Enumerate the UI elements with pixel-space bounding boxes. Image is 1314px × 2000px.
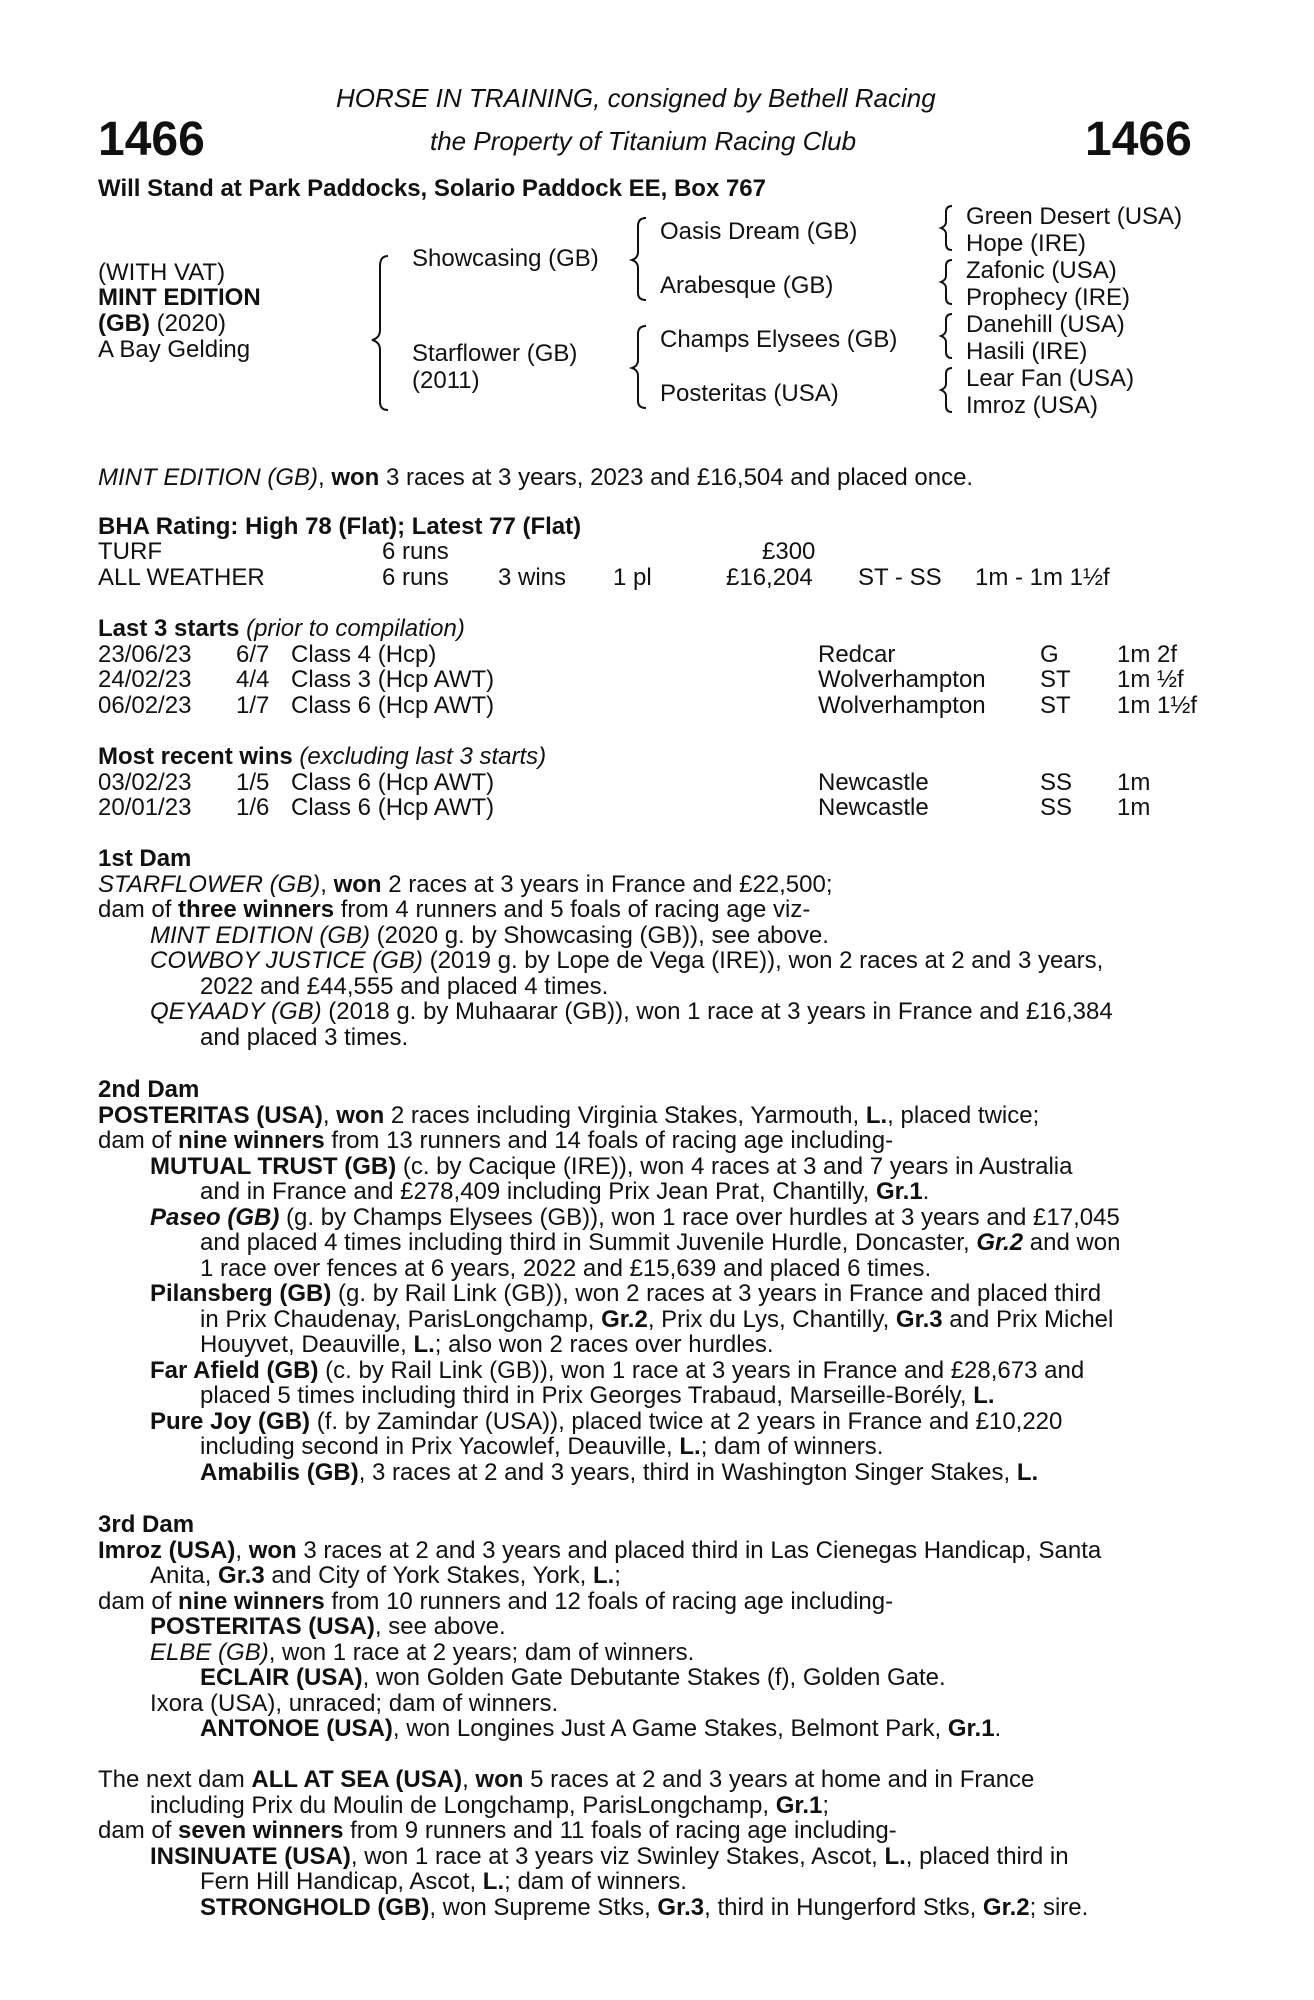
lot-number-left: 1466: [98, 113, 205, 166]
text: placed 5 times including third in Prix Georges Trabaud, Marseille-Borély,: [200, 1382, 974, 1409]
text: (f. by Zamindar (USA)), placed twice at 2 years in France and £10,220: [310, 1407, 1063, 1435]
winners-count: nine winners: [178, 1587, 325, 1615]
text: (c. by Rail Link (GB)), won 1 race at 3 years in France and £28,673 and: [318, 1356, 1085, 1384]
produce-name: COWBOY JUSTICE (GB): [150, 947, 423, 974]
produce-name: MUTUAL TRUST (GB): [150, 1152, 397, 1180]
third-dam-section: [98, 1512, 1203, 1742]
third-dam-line: [98, 1589, 1203, 1615]
next-dam-line: [98, 1793, 1203, 1819]
race-grade: L.: [592, 1562, 615, 1589]
text: ; dam of winners.: [700, 1433, 884, 1460]
race-grade: Gr.2: [601, 1305, 648, 1333]
race-grade: L.: [884, 1842, 906, 1870]
rating-surface: ALL WEATHER: [98, 564, 265, 591]
text: , placed third in: [905, 1842, 1069, 1870]
second-dam-line: [98, 1230, 1203, 1256]
text: 2 races at 3 years in France and £22,500;: [381, 870, 833, 898]
first-dam-line: [98, 872, 1203, 898]
win-going: SS: [1040, 794, 1073, 821]
text: , see above.: [374, 1613, 506, 1640]
rating-runs: 6 runs: [382, 564, 449, 591]
race-grade: Gr.1: [775, 1791, 823, 1819]
rating-heading: BHA Rating: High 78 (Flat); Latest 77 (Flat): [98, 513, 582, 540]
pedigree-gs2: Arabesque (GB): [660, 272, 834, 299]
pedigree-ggs6: Hasili (IRE): [966, 338, 1088, 365]
race-grade: Gr.1: [947, 1715, 995, 1742]
first-dam-line: [98, 923, 1203, 949]
pedigree-ggs4: Prophecy (IRE): [966, 284, 1131, 311]
dam-name: Imroz (USA): [98, 1536, 236, 1564]
location-line: Will Stand at Park Paddocks, Solario Paddock EE, Box 767: [98, 175, 767, 202]
race-grade: L.: [413, 1331, 435, 1358]
produce-name: Paseo (GB): [150, 1203, 280, 1231]
text: , third in Hungerford Stks,: [704, 1893, 983, 1921]
produce-name: POSTERITAS (USA): [150, 1613, 375, 1640]
produce-name: QEYAADY (GB): [150, 998, 322, 1025]
text: Houyvet, Deauville,: [200, 1331, 414, 1358]
start-pos: 1/7: [236, 692, 270, 719]
pedigree-ggs3: Zafonic (USA): [966, 257, 1117, 284]
won-label: won: [248, 1536, 297, 1564]
second-dam-line: [98, 1307, 1203, 1333]
start-dist: 1m 2f: [1117, 641, 1178, 668]
produce-name: Far Afield (GB): [150, 1356, 319, 1384]
race-grade: Gr.3: [218, 1562, 265, 1589]
text: 5 races at 2 and 3 years at home and in France: [523, 1766, 1035, 1793]
win-class: Class 6 (Hcp AWT): [291, 769, 495, 796]
first-dam-line: [98, 999, 1203, 1025]
text: dam of: [98, 1587, 179, 1615]
start-class: Class 6 (Hcp AWT): [291, 692, 495, 719]
text: , 3 races at 2 and 3 years, third in Washington Singer Stakes,: [358, 1458, 1017, 1486]
text: ;: [614, 1562, 621, 1589]
pedigree-gs3: Champs Elysees (GB): [660, 326, 898, 353]
third-dam-line: [98, 1716, 1203, 1742]
rating-dist: 1m - 1m 1½f: [975, 564, 1110, 591]
produce-name: ANTONOE (USA): [200, 1715, 393, 1742]
race-grade: L.: [973, 1382, 995, 1409]
summary-text: 3 races at 3 years, 2023 and £16,504 and placed once.: [379, 464, 974, 491]
second-dam-line: [98, 1205, 1203, 1231]
horse-year: (2020): [149, 310, 227, 337]
first-dam-line: [98, 1025, 1203, 1051]
second-dam-line: [98, 1383, 1203, 1409]
pedigree-ggs8: Imroz (USA): [966, 392, 1098, 419]
text: Fern Hill Handicap, Ascot,: [200, 1868, 483, 1895]
pedigree-dam-year: (2011): [412, 367, 480, 394]
start-class: Class 3 (Hcp AWT): [291, 666, 495, 693]
win-date: 20/01/23: [98, 794, 192, 821]
race-grade: Gr.3: [657, 1893, 705, 1921]
text: 2022 and £44,555 and placed 4 times.: [200, 972, 609, 1000]
winners-count: seven winners: [178, 1817, 344, 1844]
next-dam-line: [98, 1818, 1203, 1844]
pedigree-gs4: Posteritas (USA): [660, 380, 839, 407]
text: and won: [1023, 1229, 1121, 1256]
brace-g4: [941, 368, 952, 412]
second-dam-line: [98, 1179, 1203, 1205]
start-going: ST: [1040, 666, 1071, 693]
start-class: Class 4 (Hcp): [291, 641, 437, 668]
brace-g1: [941, 206, 952, 250]
next-dam-line: [98, 1895, 1203, 1921]
second-dam-line: [98, 1281, 1203, 1307]
start-date: 23/06/23: [98, 641, 192, 668]
text: 2 races including Virginia Stakes, Yarmouth,: [384, 1101, 866, 1129]
second-dam-line: [98, 1103, 1203, 1129]
third-dam-line: [98, 1563, 1203, 1589]
pedigree-ggs7: Lear Fan (USA): [966, 365, 1135, 392]
text: 3 races at 2 and 3 years and placed third in Las Cienegas Handicap, Santa: [296, 1536, 1102, 1564]
start-pos: 4/4: [236, 666, 270, 693]
pedigree-ggs5: Danehill (USA): [966, 311, 1125, 338]
lot-number-right: 1466: [1085, 113, 1192, 166]
race-grade: Gr.1: [875, 1178, 923, 1205]
first-dam-line: [98, 948, 1203, 974]
text: and City of York Stakes, York,: [264, 1562, 593, 1589]
second-dam-line: [98, 1358, 1203, 1384]
produce-name: ECLAIR (USA): [200, 1664, 363, 1691]
recent-heading-line: [98, 744, 546, 770]
second-dam-heading: 2nd Dam: [98, 1076, 200, 1103]
rating-prize: £16,204: [726, 564, 813, 591]
win-date: 03/02/23: [98, 769, 192, 796]
text: dam of: [98, 1817, 179, 1844]
third-dam-line: [98, 1691, 1203, 1717]
won-label: won: [475, 1766, 524, 1793]
text: (2019 g. by Lope de Vega (IRE)), won 2 races at 2 and 3 years,: [422, 947, 1104, 974]
text: (g. by Rail Link (GB)), won 2 races at 3 years in France and placed third: [331, 1280, 1102, 1307]
winners-count: nine winners: [178, 1127, 325, 1154]
pedigree-sire: Showcasing (GB): [412, 245, 599, 272]
text: ; dam of winners.: [504, 1868, 687, 1895]
text: .: [994, 1715, 1002, 1742]
text: dam of: [98, 1127, 179, 1154]
text: and placed 4 times including third in Summit Juvenile Hurdle, Doncaster,: [200, 1229, 977, 1256]
next-dam-line: [98, 1844, 1203, 1870]
rating-pl: 1 pl: [613, 564, 652, 591]
second-dam-line: [98, 1332, 1203, 1358]
win-pos: 1/6: [236, 794, 270, 821]
rating-runs: 6 runs: [382, 538, 449, 565]
second-dam-line: [98, 1154, 1203, 1180]
brace-main: [372, 256, 388, 410]
pedigree-ggs2: Hope (IRE): [966, 230, 1087, 257]
text: ; sire.: [1029, 1893, 1089, 1921]
brace-g2: [941, 260, 952, 304]
text: , won Longines Just A Game Stakes, Belmont Park,: [392, 1715, 948, 1742]
text: from 13 runners and 14 foals of racing age including-: [324, 1127, 894, 1154]
text: from 4 runners and 5 foals of racing age viz-: [334, 896, 811, 923]
third-dam-line: [98, 1640, 1203, 1666]
pedigree-gs1: Oasis Dream (GB): [660, 218, 858, 245]
dam-name: ALL AT SEA (USA): [251, 1766, 463, 1793]
first-dam-line: [98, 897, 1203, 923]
start-dist: 1m ½f: [1117, 666, 1184, 693]
summary-won: won: [331, 464, 380, 491]
next-dam-line: [98, 1869, 1203, 1895]
start-dist: 1m 1½f: [1117, 692, 1198, 719]
rating-prize: £300: [762, 538, 816, 565]
start-date: 24/02/23: [98, 666, 192, 693]
text: The next dam: [98, 1766, 252, 1793]
second-dam-line: [98, 1128, 1203, 1154]
second-dam-line: [98, 1434, 1203, 1460]
last3-heading-line: [98, 616, 465, 642]
brace-sire: [632, 218, 646, 300]
pedigree-ggs1: Green Desert (USA): [966, 203, 1183, 230]
header-line1: HORSE IN TRAINING, consigned by Bethell Racing: [336, 83, 936, 113]
text: , placed twice;: [887, 1101, 1040, 1129]
brace-g3: [941, 314, 952, 358]
race-grade: Gr.2: [976, 1229, 1024, 1256]
race-grade: Gr.3: [895, 1305, 943, 1333]
text: , won 1 race at 2 years; dam of winners.: [268, 1638, 695, 1666]
won-label: won: [333, 870, 382, 898]
produce-name: Pilansberg (GB): [150, 1280, 332, 1307]
text: , won 1 race at 3 years viz Swinley Stakes, Ascot,: [350, 1842, 885, 1870]
summary-name: MINT EDITION (GB): [98, 464, 318, 491]
start-course: Redcar: [818, 641, 896, 668]
text: ,: [320, 870, 334, 898]
text: including Prix du Moulin de Longchamp, ParisLongchamp,: [150, 1791, 776, 1819]
dam-name: POSTERITAS (USA): [98, 1101, 323, 1129]
produce-name: INSINUATE (USA): [150, 1842, 351, 1870]
text: (c. by Cacique (IRE)), won 4 races at 3 and 7 years in Australia: [396, 1152, 1073, 1180]
start-going: G: [1040, 641, 1059, 668]
start-course: Wolverhampton: [818, 692, 986, 719]
second-dam-line: [98, 1409, 1203, 1435]
third-dam-heading: 3rd Dam: [98, 1511, 195, 1538]
produce-name: Amabilis (GB): [200, 1458, 359, 1486]
won-label: won: [336, 1101, 385, 1129]
text: ,: [462, 1766, 476, 1793]
text: (2020 g. by Showcasing (GB)), see above.: [369, 921, 829, 949]
race-grade: L.: [482, 1868, 505, 1895]
brace-dam: [632, 326, 646, 408]
text: Ixora (USA), unraced; dam of winners.: [150, 1689, 559, 1717]
text: dam of: [98, 896, 179, 923]
start-course: Wolverhampton: [818, 666, 986, 693]
text: and Prix Michel: [942, 1305, 1114, 1333]
last3-note: (prior to compilation): [239, 615, 465, 642]
text: , Prix du Lys, Chantilly,: [647, 1305, 896, 1333]
text: ; also won 2 races over hurdles.: [434, 1331, 774, 1358]
winners-count: three winners: [178, 896, 335, 923]
second-dam-line: [98, 1256, 1203, 1282]
next-dam-line: [98, 1767, 1203, 1793]
text: (g. by Champs Elysees (GB)), won 1 race over hurdles at 3 years and £17,045: [279, 1203, 1120, 1231]
recent-note: (excluding last 3 starts): [292, 743, 547, 770]
text: including second in Prix Yacowlef, Deauville,: [200, 1433, 680, 1460]
text: and in France and £278,409 including Prix Jean Prat, Chantilly,: [200, 1178, 876, 1205]
text: ,: [322, 1101, 337, 1129]
text: in Prix Chaudenay, ParisLongchamp,: [200, 1305, 602, 1333]
horse-name: MINT EDITION: [98, 284, 261, 311]
first-dam-heading: 1st Dam: [98, 845, 192, 872]
rating-surface: TURF: [98, 538, 162, 565]
produce-name: ELBE (GB): [150, 1638, 269, 1666]
text: Anita,: [150, 1562, 219, 1589]
rating-going: ST - SS: [858, 564, 942, 591]
horse-origin: (GB): [98, 310, 150, 337]
text: and placed 3 times.: [200, 1023, 409, 1051]
text: from 10 runners and 12 foals of racing age including-: [324, 1587, 894, 1615]
start-date: 06/02/23: [98, 692, 192, 719]
second-dam-section: [98, 1077, 1203, 1485]
third-dam-line: [98, 1614, 1203, 1640]
race-grade: L.: [679, 1433, 701, 1460]
text: , won Supreme Stks,: [429, 1893, 658, 1921]
text: , won Golden Gate Debutante Stakes (f), Golden Gate.: [362, 1664, 946, 1691]
header-line2: the Property of Titanium Racing Club: [430, 126, 857, 156]
race-grade: L.: [865, 1101, 888, 1129]
first-dam-line: [98, 974, 1203, 1000]
text: .: [922, 1178, 930, 1205]
third-dam-line: [98, 1665, 1203, 1691]
horse-desc: A Bay Gelding: [98, 336, 251, 363]
win-dist: 1m: [1117, 794, 1151, 821]
race-grade: Gr.2: [982, 1893, 1030, 1921]
produce-name: Pure Joy (GB): [150, 1407, 311, 1435]
text: ;: [822, 1791, 830, 1819]
race-grade: L.: [1016, 1458, 1039, 1486]
text: ,: [235, 1536, 249, 1564]
start-going: ST: [1040, 692, 1071, 719]
win-dist: 1m: [1117, 769, 1151, 796]
win-course: Newcastle: [818, 769, 929, 796]
start-pos: 6/7: [236, 641, 270, 668]
pedigree-dam: Starflower (GB): [412, 340, 578, 367]
third-dam-line: [98, 1538, 1203, 1564]
win-pos: 1/5: [236, 769, 270, 796]
first-dam-section: [98, 846, 1203, 1050]
win-going: SS: [1040, 769, 1073, 796]
win-course: Newcastle: [818, 794, 929, 821]
vat-label: (WITH VAT): [98, 259, 226, 286]
next-dam-section: [98, 1767, 1203, 1920]
produce-name: MINT EDITION (GB): [150, 921, 370, 949]
summary-line: MINT EDITION (GB), won 3 races at 3 years, 2023 and £16,504 and placed once.: [98, 464, 974, 491]
dam-name: STARFLOWER (GB): [98, 870, 321, 898]
second-dam-line: [98, 1460, 1203, 1486]
last3-heading: Last 3 starts: [98, 615, 240, 642]
produce-name: STRONGHOLD (GB): [200, 1893, 430, 1921]
recent-heading: Most recent wins: [98, 743, 293, 770]
text: (2018 g. by Muhaarar (GB)), won 1 race at 3 years in France and £16,384: [321, 998, 1113, 1025]
rating-wins: 3 wins: [498, 564, 567, 591]
win-class: Class 6 (Hcp AWT): [291, 794, 495, 821]
text: 1 race over fences at 6 years, 2022 and £15,639 and placed 6 times.: [200, 1254, 932, 1282]
text: from 9 runners and 11 foals of racing age including-: [343, 1817, 897, 1844]
